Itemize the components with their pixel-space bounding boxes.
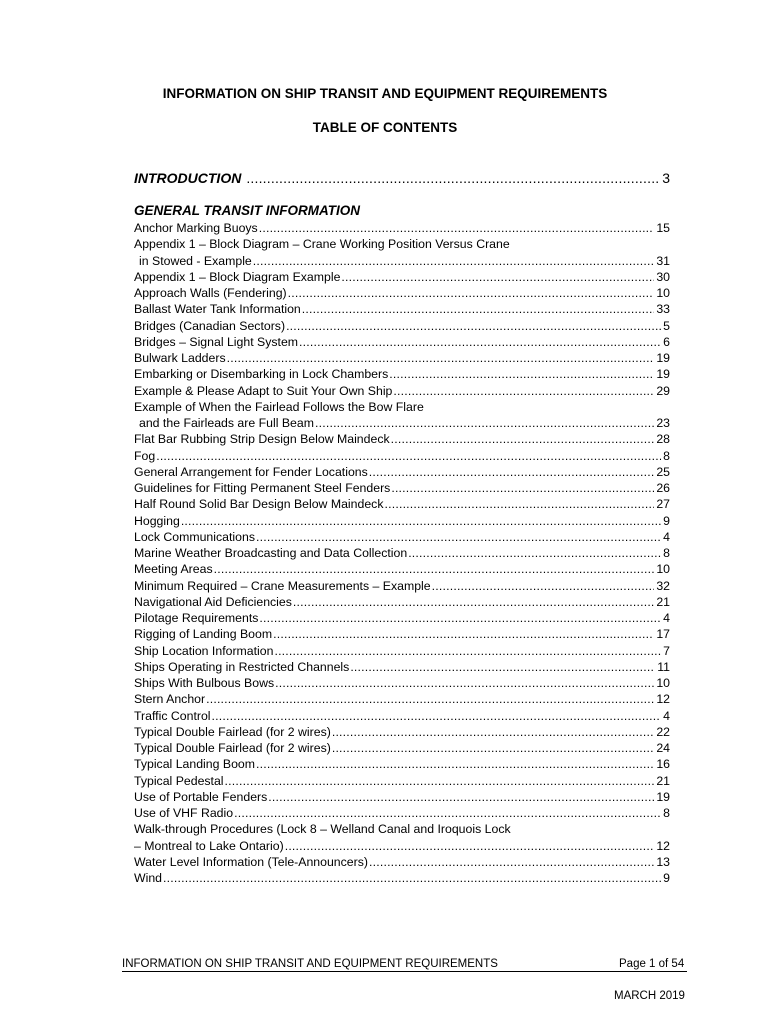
toc-entry-label: Traffic Control [134, 708, 211, 723]
toc-entry-label: in Stowed - Example [139, 253, 252, 268]
toc-entry-label: and the Fairleads are Full Beam [139, 416, 314, 430]
toc-page-number: 12 [656, 692, 670, 707]
toc-entry[interactable] [134, 497, 670, 512]
toc-entry-label: Rigging of Landing Boom [134, 627, 273, 642]
toc-entry-label: Bridges – Signal Light System [134, 334, 299, 349]
dot-leader [259, 221, 655, 236]
dot-leader [206, 692, 654, 707]
toc-entry-label: Typical Double Fairlead (for 2 wires) [134, 724, 331, 739]
toc-entry-label: Example of When the Fairlead Follows the Bow Flare [134, 399, 424, 414]
toc-entry-label: – Montreal to Lake Ontario) [134, 838, 284, 853]
toc-entry[interactable] [134, 384, 670, 399]
toc-entry-label: Half Round Solid Bar Design Below Maindeck [134, 497, 384, 512]
dot-leader [391, 432, 655, 447]
dot-leader [163, 871, 661, 886]
toc-page-number: 8 [663, 448, 670, 463]
toc-entry[interactable] [134, 335, 670, 350]
toc-page-number: 3 [662, 170, 670, 186]
toc-page-number: 4 [663, 529, 670, 544]
footer-page-number: Page 1 of 54 [619, 958, 685, 970]
dot-leader [389, 367, 654, 382]
toc-entry-label: Use of VHF Radio [134, 806, 234, 820]
toc-entry-label: INTRODUCTION [134, 170, 242, 186]
toc-entry[interactable] [134, 302, 670, 317]
toc-page-number: 4 [663, 708, 670, 723]
toc-entry[interactable] [134, 481, 670, 496]
toc-page-number: 17 [656, 627, 670, 642]
toc-page-number: 13 [656, 854, 670, 869]
dot-leader [393, 384, 654, 399]
toc-heading: TABLE OF CONTENTS [312, 120, 458, 135]
toc-entry[interactable] [134, 692, 670, 707]
toc-entry[interactable] [134, 514, 670, 529]
toc-entry-label: Marine Weather Broadcasting and Data Collection [134, 546, 408, 560]
toc-entry-label: Typical Pedestal [134, 773, 224, 788]
dot-leader [156, 449, 661, 464]
toc-entry-label: Stern Anchor [134, 692, 206, 707]
toc-entry[interactable] [134, 757, 670, 772]
dot-leader [350, 660, 655, 675]
toc-entry-label: Typical Double Fairlead (for 2 wires) [134, 741, 331, 755]
toc-entry[interactable] [134, 611, 670, 626]
toc-entry-label: Ships With Bulbous Bows [134, 676, 275, 690]
toc-entry-label: Flat Bar Rubbing Strip Design Below Maindeck [134, 432, 390, 447]
toc-entry[interactable] [134, 774, 670, 789]
toc-page-number: 9 [663, 513, 670, 528]
toc-page-number: 29 [656, 383, 670, 398]
toc-page-number: 16 [656, 757, 670, 772]
toc-entry-label: General Arrangement for Fender Locations [134, 464, 368, 479]
toc-page-number: 22 [656, 724, 670, 739]
dot-leader [293, 595, 654, 610]
dot-leader [384, 497, 654, 512]
toc-entry-label: Bridges (Canadian Sectors) [134, 318, 286, 333]
toc-entry[interactable] [134, 595, 670, 610]
toc-entry-label: Meeting Areas [134, 562, 213, 577]
dot-leader [285, 839, 655, 854]
dot-leader [225, 774, 655, 789]
toc-entry[interactable] [134, 367, 670, 382]
toc-entry-label: Minimum Required – Crane Measurements – Example [134, 578, 431, 593]
footer-date: MARCH 2019 [614, 990, 685, 1002]
toc-entry-label: Example & Please Adapt to Suit Your Own Ship [134, 383, 393, 398]
toc-page-number: 24 [656, 741, 670, 755]
toc-entry[interactable] [134, 286, 670, 301]
toc-page-number: 5 [663, 318, 670, 333]
toc-page-number: 26 [656, 481, 670, 495]
toc-page-number: 15 [656, 221, 670, 235]
toc-entry-label: Pilotage Requirements [134, 611, 259, 625]
toc-entry-introduction[interactable] [134, 171, 670, 186]
dot-leader [299, 335, 661, 350]
dot-leader [273, 627, 654, 642]
toc-entry[interactable] [134, 432, 670, 447]
toc-page-number: 25 [656, 464, 670, 479]
toc-entry[interactable] [134, 270, 670, 285]
toc-entry-label: Fog [134, 448, 156, 463]
toc-entry-label: Bulwark Ladders [134, 351, 226, 365]
toc-page-number: 30 [656, 269, 670, 284]
footer-divider [122, 971, 687, 972]
toc-page-number: 19 [656, 351, 670, 365]
toc-entry-label: Appendix 1 – Block Diagram Example [134, 269, 341, 284]
toc-entry-label: Guidelines for Fitting Permanent Steel Fenders [134, 481, 391, 495]
section-heading: GENERAL TRANSIT INFORMATION [134, 203, 360, 218]
dot-leader [268, 790, 654, 805]
dot-leader [341, 270, 654, 285]
dot-leader [302, 302, 655, 317]
toc-page-number: 19 [656, 367, 670, 382]
toc-entry[interactable] [134, 221, 670, 236]
toc-page-number: 28 [656, 432, 670, 447]
dot-leader [234, 806, 661, 821]
toc-page-number: 10 [656, 562, 670, 577]
toc-page-number: 33 [656, 302, 670, 317]
dot-leader [259, 611, 661, 626]
toc-entry-label: Water Level Information (Tele-Announcers) [134, 854, 368, 869]
dot-leader [256, 530, 661, 545]
toc-page-number: 21 [656, 773, 670, 788]
toc-entry [134, 237, 670, 252]
toc-page-number: 27 [656, 497, 670, 512]
dot-leader [332, 741, 654, 756]
toc-entry-label: Lock Communications [134, 529, 255, 544]
dot-leader [256, 757, 654, 772]
toc-page-number: 32 [656, 578, 670, 593]
toc-entry-label: Appendix 1 – Block Diagram – Crane Working Position Versus Crane [134, 237, 510, 252]
dot-leader [369, 855, 654, 870]
toc-entry-label: Wind [134, 871, 163, 885]
dot-leader [432, 579, 655, 594]
toc-page-number: 7 [663, 643, 670, 658]
toc-entry-label: Hogging [134, 513, 180, 528]
dot-leader [369, 465, 655, 480]
toc-entry[interactable] [134, 319, 670, 334]
toc-entry-label: Use of Portable Fenders [134, 789, 268, 804]
toc-entry[interactable] [134, 449, 670, 464]
dot-leader [286, 319, 661, 334]
toc-entry-label: Approach Walls (Fendering) [134, 286, 287, 300]
dot-leader [315, 416, 654, 431]
toc-entry[interactable] [134, 579, 670, 594]
toc-entry[interactable] [134, 741, 670, 756]
toc-entry-label: Ships Operating in Restricted Channels [134, 659, 350, 674]
dot-leader [332, 725, 654, 740]
toc-entry [134, 400, 670, 415]
dot-leader [274, 644, 661, 659]
dot-leader [275, 676, 654, 691]
toc-page-number: 8 [663, 806, 670, 820]
toc-page-number: 21 [656, 594, 670, 609]
dot-leader [253, 254, 655, 269]
toc-entry[interactable] [134, 839, 670, 854]
toc-entry [134, 822, 670, 837]
toc-entry[interactable] [134, 871, 670, 886]
toc-entry[interactable] [134, 254, 670, 269]
dot-leader [408, 546, 661, 561]
toc-entry[interactable] [134, 627, 670, 642]
toc-entry[interactable] [134, 530, 670, 545]
toc-entry-label: Ship Location Information [134, 643, 274, 658]
toc-page-number: 12 [656, 838, 670, 853]
document-title: INFORMATION ON SHIP TRANSIT AND EQUIPMENT REQUIREMENTS [162, 86, 608, 101]
toc-entry[interactable] [134, 790, 670, 805]
toc-entry[interactable] [134, 465, 670, 480]
toc-entry[interactable] [134, 709, 670, 724]
toc-page-number: 31 [656, 253, 670, 268]
dot-leader [246, 171, 660, 186]
toc-entry[interactable] [134, 562, 670, 577]
toc-page-number: 19 [656, 789, 670, 804]
dot-leader [391, 481, 654, 496]
toc-entry-label: Ballast Water Tank Information [134, 302, 301, 317]
toc-entry-label: Navigational Aid Deficiencies [134, 594, 292, 609]
dot-leader [181, 514, 661, 529]
toc-entry-label: Anchor Marking Buoys [134, 221, 258, 235]
toc-entry[interactable] [134, 644, 670, 659]
footer-document-title: INFORMATION ON SHIP TRANSIT AND EQUIPMENT REQUIREMENTS [122, 958, 498, 970]
toc-entry[interactable] [134, 416, 670, 431]
dot-leader [212, 709, 662, 724]
toc-page-number: 6 [663, 334, 670, 349]
toc-entry-label: Typical Landing Boom [134, 757, 255, 772]
toc-entry[interactable] [134, 855, 670, 870]
toc-entry[interactable] [134, 546, 670, 561]
toc-page-number: 10 [656, 286, 670, 300]
toc-page-number: 11 [657, 659, 670, 674]
toc-entry[interactable] [134, 676, 670, 691]
toc-page-number: 23 [656, 416, 670, 430]
toc-page-number: 9 [663, 871, 670, 885]
dot-leader [214, 562, 655, 577]
toc-page-number: 8 [663, 546, 670, 560]
toc-page-number: 10 [656, 676, 670, 690]
toc-entry-label: Walk-through Procedures (Lock 8 – Welland Canal and Iroquois Lock [134, 822, 511, 837]
toc-entry[interactable] [134, 725, 670, 740]
toc-entry[interactable] [134, 351, 670, 366]
toc-entry[interactable] [134, 806, 670, 821]
dot-leader [288, 286, 655, 301]
toc-entry-label: Embarking or Disembarking in Lock Chambers [134, 367, 389, 382]
dot-leader [227, 351, 655, 366]
toc-page-number: 4 [663, 611, 670, 625]
toc-entry[interactable] [134, 660, 670, 675]
